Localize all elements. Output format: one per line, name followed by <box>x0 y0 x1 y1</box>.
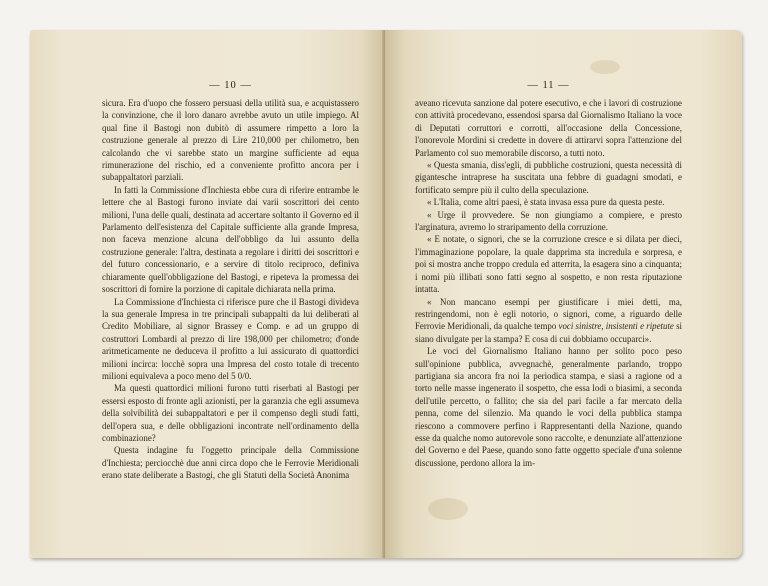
quote-text-start: « Non mancano esempi per giustificare i miei detti, ma, restringendomi, non è egli notorio, o signori, come, a riguardo delle Ferrovie Meridionali, da qualche tempo <box>415 296 682 332</box>
left-paragraph-1: sicura. Era d'uopo che fossero persuasi della utilità sua, e acquistassero la convinzione, che il loro danaro avrebbe avuto un utile impiego. Al qual fine il Bastogi non dubitò di assumere rimpetto a loro la costruzione generale al prezzo di Lire 210,000 per chilometro, ben calcolando che vi sarebbe stato un margine sufficiente ad equa rimunerazione del rischio, ed a conveniente profitto ancora per i subappaltatori parziali. <box>102 98 359 183</box>
paper-stain <box>428 498 468 520</box>
open-booklet <box>30 30 742 558</box>
right-paragraph-4: « Urge il provvedere. Se non giungiamo a compiere, e presto l'arginatura, avremo lo straripamento della corruzione. <box>415 209 682 233</box>
right-paragraph-2: « Questa smania, diss'egli, di pubbliche costruzioni, questa necessità di gigantesche intraprese ha suscitata una febbre di guadagni smodati, e fortificato sempre più il culto della speculazione. <box>415 160 682 195</box>
quote-text-end: si siano divulgate per la stampa? E cosa di cui dobbiamo occuparci». <box>415 321 683 344</box>
left-paragraph-4: Ma questi quattordici milioni furono tutti riserbati al Bastogi per essersi esposto di fronte agli azionisti, per la garanzia che egli assumeva della solvibilità dei subappaltatori e per il compenso degli studi fatti, dell'opera sua, e delle obbligazioni incontrate nell'ordinamento della combinazione? <box>102 383 359 443</box>
left-page <box>30 30 385 558</box>
left-paragraph-3: La Commissione d'Inchiesta ci riferisce pure che il Bastogi divideva la sua generale Impresa in tre principali subappalti da lui deliberati al Credito Mobiliare, al signor Brassey e Comp. e ad un gruppo di costruttori Lombardi al prezzo di lire 198,000 per chilometro; d'onde aritmeticamente ne deduceva il profitto a lui assicurato di quattordici milioni incirca: locchè sopra una Impresa del costo totale di trecento milioni equivaleva a poco meno del 5 0/0. <box>102 296 359 381</box>
right-page <box>385 30 742 558</box>
left-paragraph-2: In fatti la Commissione d'Inchiesta ebbe cura di riferire entrambe le lettere che al Bastogi furono inviate dai varii soscrittori dei cento milioni, l'una delle quali, destinata ad accertare soltanto il Governo ed il Parlamento dell'esistenza del Capitale sufficiente alla grande Impresa, non faceva menzione alcuna dell'obbligo da lui assunto della costruzione generale: l'altra, destinata a regolare i diritti dei soscrittori e del futuro concessionario, e a servire di titolo reciproco, definiva chiaramente quell'obbligazione del Bastogi, e ripeteva la promessa dei soscrittori di fornire la porzione di capitale dichiarata nella prima. <box>102 184 359 295</box>
left-paragraph-5: Questa indagine fu l'oggetto principale della Commissione d'Inchiesta; perciocchè due anni circa dopo che le Ferrovie Meridionali erano state deliberate a Bastogi, che gli Statuti della Società Anonima <box>102 445 359 481</box>
page-number-left: — 10 — <box>209 80 252 91</box>
right-paragraph-7: Le voci del Giornalismo Italiano hanno per solito poco peso sull'opinione pubblica, avvegnachè, generalmente parlando, troppo partigiana sia ancora fra noi la periodica stampa, e siasi a ragione od a torto nelle masse ingenerato il sospetto, che essa lodi o biasimi, a seconda dell'utile percetto, o fallito; che sia del pari facile a far mercato della penna, come del silenzio. Ma quando le voci della pubblica stampa riescono a commovere perfino i Rappresentanti della Nazione, quando esse da qualche nomo autorevole sono raccolte, e denunziate all'attenzione del Governo e del Paese, quando sono fatte oggetto speciale d'una solenne discussione, perdono allora la im- <box>415 346 682 468</box>
right-paragraph-6 <box>415 296 682 346</box>
right-paragraph-1: aveano ricevuta sanzione dal potere esecutivo, e che i lavori di costruzione con attività procedevano, essendosi sparsa dal Giornalismo Italiano la voce di Deputati corruttori e corrotti, all'occasione della Concessione, l'onorevole Mordini si credette in dovere di attirarvi sopra l'attenzione del Parlamento col suo memorabile discorso, a tutti noto. <box>415 98 682 158</box>
right-paragraph-5: « E notate, o signori, che se la corruzione cresce e si dilata per dieci, l'immaginazione popolare, la quale dapprima sta incredula e sorpresa, e poi si mostra anche troppo credula ed atterrita, la esagera sino a cinquanta; i nomi più illibati sono fatti segno al sospetto, e non resta riputazione intatta. <box>415 234 682 295</box>
paper-stain <box>590 60 620 74</box>
quote-text-italic: voci sinistre, insistenti e ripetute <box>558 321 674 332</box>
page-number-right: — 11 — <box>527 80 570 91</box>
right-paragraph-3: « L'Italia, come altri paesi, è stata invasa essa pure da questa peste. <box>427 197 665 208</box>
